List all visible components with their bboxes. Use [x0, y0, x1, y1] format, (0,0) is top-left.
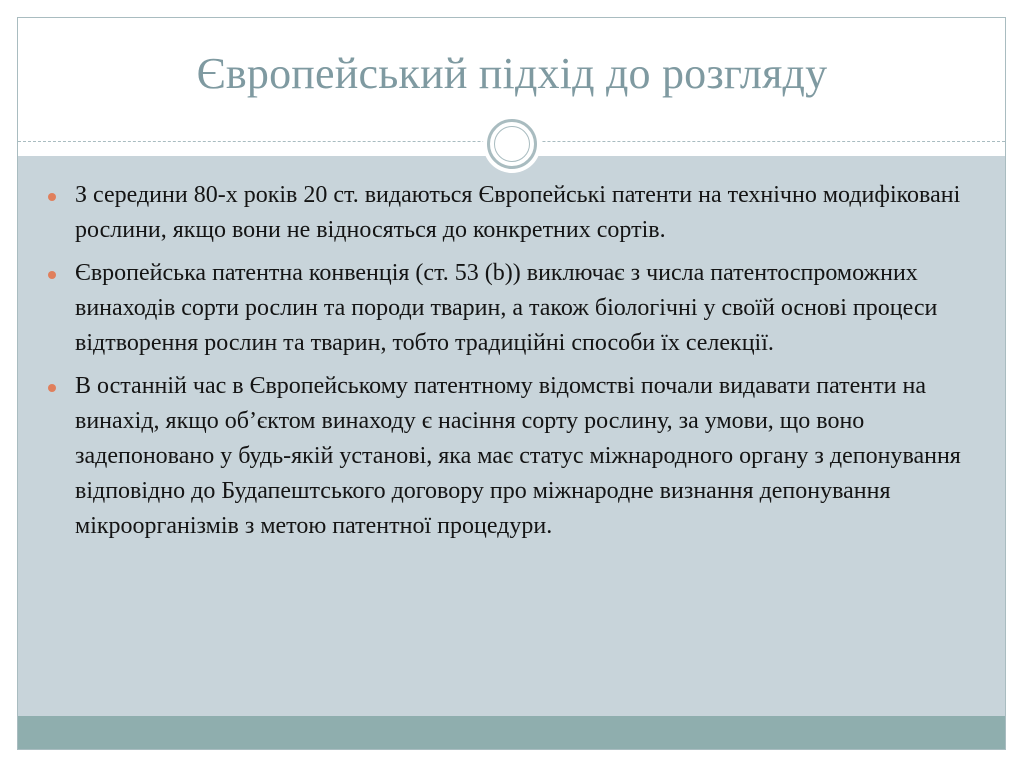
bullet-item [75, 178, 980, 248]
bullet-item [75, 256, 980, 361]
bullet-text: З середини 80-х років 20 ст. видаються Європейські патенти на технічно модифіковані рослини, якщо вони не відносяться до конкретних сортів. [75, 182, 961, 243]
bullet-dot-icon [48, 384, 56, 392]
slide-title: Європейський підхід до розгляду [196, 49, 828, 98]
bullet-text: В останній час в Європейському патентному відомстві почали видавати патенти на винахід, якщо об’єктом винаходу є насіння сорту рослину, за умови, що воно задепоновано у будь-якій установі, яка має статус міжнародного органу з депонування відповідно до Будапештського договору про міжнародне визнання депонування мікроорганізмів з метою патентної процедури. [75, 373, 961, 539]
bullet-list [75, 178, 980, 552]
circle-ornament-inner [494, 126, 530, 162]
bullet-dot-icon [48, 271, 56, 279]
bullet-text: Європейська патентна конвенція (ст. 53 (b)) виключає з числа патентоспроможних винаходів сорти рослин та породи тварин, а також біологічні у своїй основі процеси відтворення рослин та тварин, тобто традиційні способи їх селекції. [75, 260, 938, 356]
bullet-dot-icon [48, 193, 56, 201]
bullet-item [75, 369, 980, 544]
footer-band [18, 716, 1005, 749]
